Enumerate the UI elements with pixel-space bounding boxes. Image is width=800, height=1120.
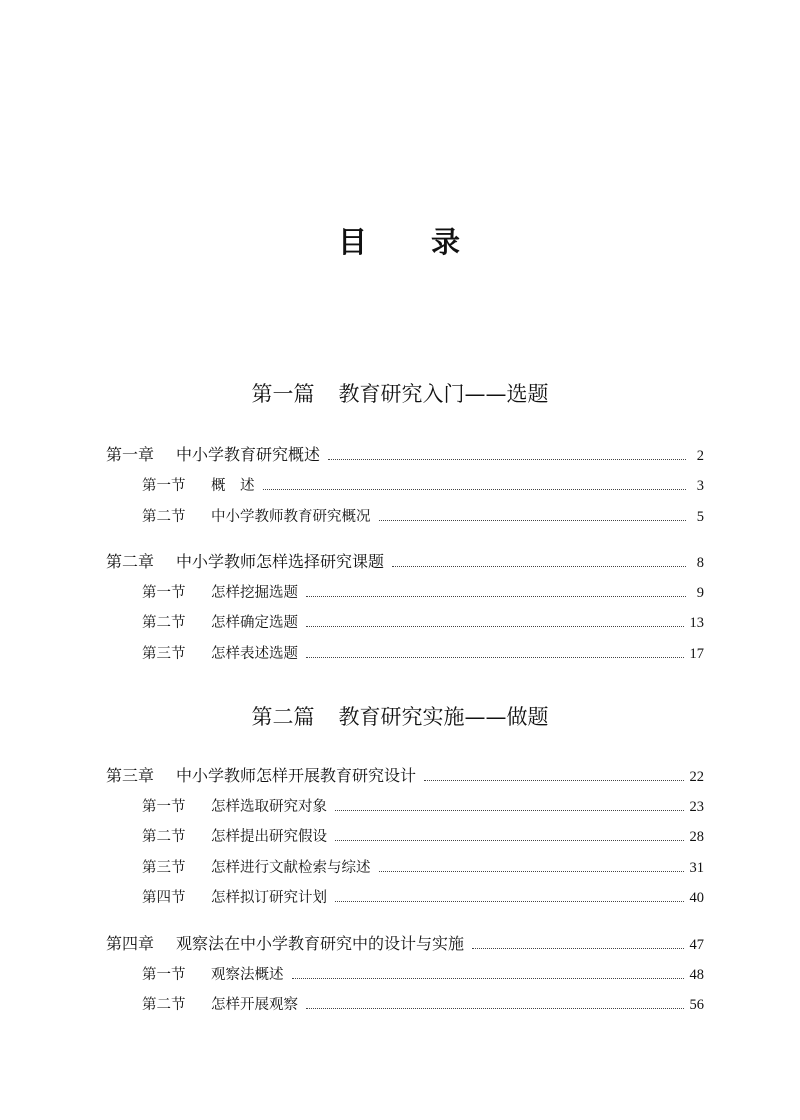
section-number: 第二节 <box>142 509 186 525</box>
dot-leader <box>335 839 684 841</box>
chapter-number: 第四章 <box>106 934 155 953</box>
chapter-title: 中小学教师怎样选择研究课题 <box>176 552 385 571</box>
toc-chapter-entry[interactable] <box>106 549 704 572</box>
dot-leader <box>263 488 687 490</box>
chapter-number: 第一章 <box>106 445 155 464</box>
section-number: 第二节 <box>142 615 186 631</box>
section-title: 怎样挖掘选题 <box>211 585 298 601</box>
dot-leader <box>306 625 684 627</box>
part-name: 教育研究实施——做题 <box>338 705 549 729</box>
part-title <box>0 378 800 408</box>
dot-leader <box>306 656 684 658</box>
section-number: 第一节 <box>142 967 186 983</box>
toc-section-entry[interactable] <box>142 856 704 877</box>
section-title: 观察法概述 <box>211 967 284 983</box>
dot-leader <box>379 519 687 521</box>
page-number: 5 <box>696 509 704 525</box>
dot-leader <box>472 947 683 949</box>
chapter-number: 第二章 <box>106 552 155 571</box>
dot-leader <box>328 458 686 460</box>
dot-leader <box>392 565 686 567</box>
section-number: 第一节 <box>142 478 186 494</box>
page-title-right: 录 <box>431 225 463 259</box>
toc-chapter-entry[interactable] <box>106 442 704 465</box>
toc-section-entry[interactable] <box>142 611 704 632</box>
dot-leader <box>424 779 683 781</box>
page-number: 40 <box>689 890 704 906</box>
page-number: 48 <box>689 967 704 983</box>
dot-leader <box>335 809 684 811</box>
section-number: 第三节 <box>142 860 186 876</box>
chapter-title: 中小学教育研究概述 <box>176 445 321 464</box>
toc-chapter-entry[interactable] <box>106 931 704 954</box>
dot-leader <box>379 870 684 872</box>
chapter-title: 观察法在中小学教育研究中的设计与实施 <box>176 934 465 953</box>
section-title: 怎样进行文献检索与综述 <box>211 860 371 876</box>
page-number: 31 <box>689 860 704 876</box>
chapter-title: 中小学教师怎样开展教育研究设计 <box>176 766 417 785</box>
section-number: 第一节 <box>142 799 186 815</box>
part-number: 第二篇 <box>251 705 315 729</box>
part-number: 第一篇 <box>251 382 315 406</box>
toc-chapter-entry[interactable] <box>106 763 704 786</box>
toc-section-entry[interactable] <box>142 993 704 1014</box>
toc-section-entry[interactable] <box>142 474 704 495</box>
dot-leader <box>292 977 684 979</box>
page-number: 17 <box>689 646 704 662</box>
section-number: 第二节 <box>142 997 186 1013</box>
page-number: 9 <box>696 585 704 601</box>
part-title <box>0 701 800 731</box>
section-number: 第一节 <box>142 585 186 601</box>
section-title: 怎样拟订研究计划 <box>211 890 327 906</box>
section-title: 怎样开展观察 <box>211 997 298 1013</box>
page-number: 28 <box>689 829 704 845</box>
page-number: 47 <box>689 937 704 953</box>
page-number: 13 <box>689 615 704 631</box>
toc-section-entry[interactable] <box>142 642 704 663</box>
section-title: 概 述 <box>211 478 255 494</box>
page-number: 23 <box>689 799 704 815</box>
section-title: 怎样提出研究假设 <box>211 829 327 845</box>
dot-leader <box>306 595 686 597</box>
section-title: 中小学教师教育研究概况 <box>211 509 371 525</box>
toc-section-entry[interactable] <box>142 963 704 984</box>
section-title: 怎样表述选题 <box>211 646 298 662</box>
toc-section-entry[interactable] <box>142 825 704 846</box>
section-number: 第三节 <box>142 646 186 662</box>
dot-leader <box>306 1007 684 1009</box>
section-title: 怎样选取研究对象 <box>211 799 327 815</box>
section-number: 第四节 <box>142 890 186 906</box>
toc-section-entry[interactable] <box>142 505 704 526</box>
page-number: 22 <box>689 769 704 785</box>
page-number: 8 <box>696 555 704 571</box>
section-title: 怎样确定选题 <box>211 615 298 631</box>
dot-leader <box>335 900 684 902</box>
part-name: 教育研究入门——选题 <box>338 382 549 406</box>
page-number: 2 <box>696 448 704 464</box>
section-number: 第二节 <box>142 829 186 845</box>
page-title-left: 目 <box>337 225 369 259</box>
toc-section-entry[interactable] <box>142 795 704 816</box>
chapter-number: 第三章 <box>106 766 155 785</box>
page-number: 3 <box>696 478 704 494</box>
toc-section-entry[interactable] <box>142 581 704 602</box>
toc-section-entry[interactable] <box>142 886 704 907</box>
page-number: 56 <box>689 997 704 1013</box>
